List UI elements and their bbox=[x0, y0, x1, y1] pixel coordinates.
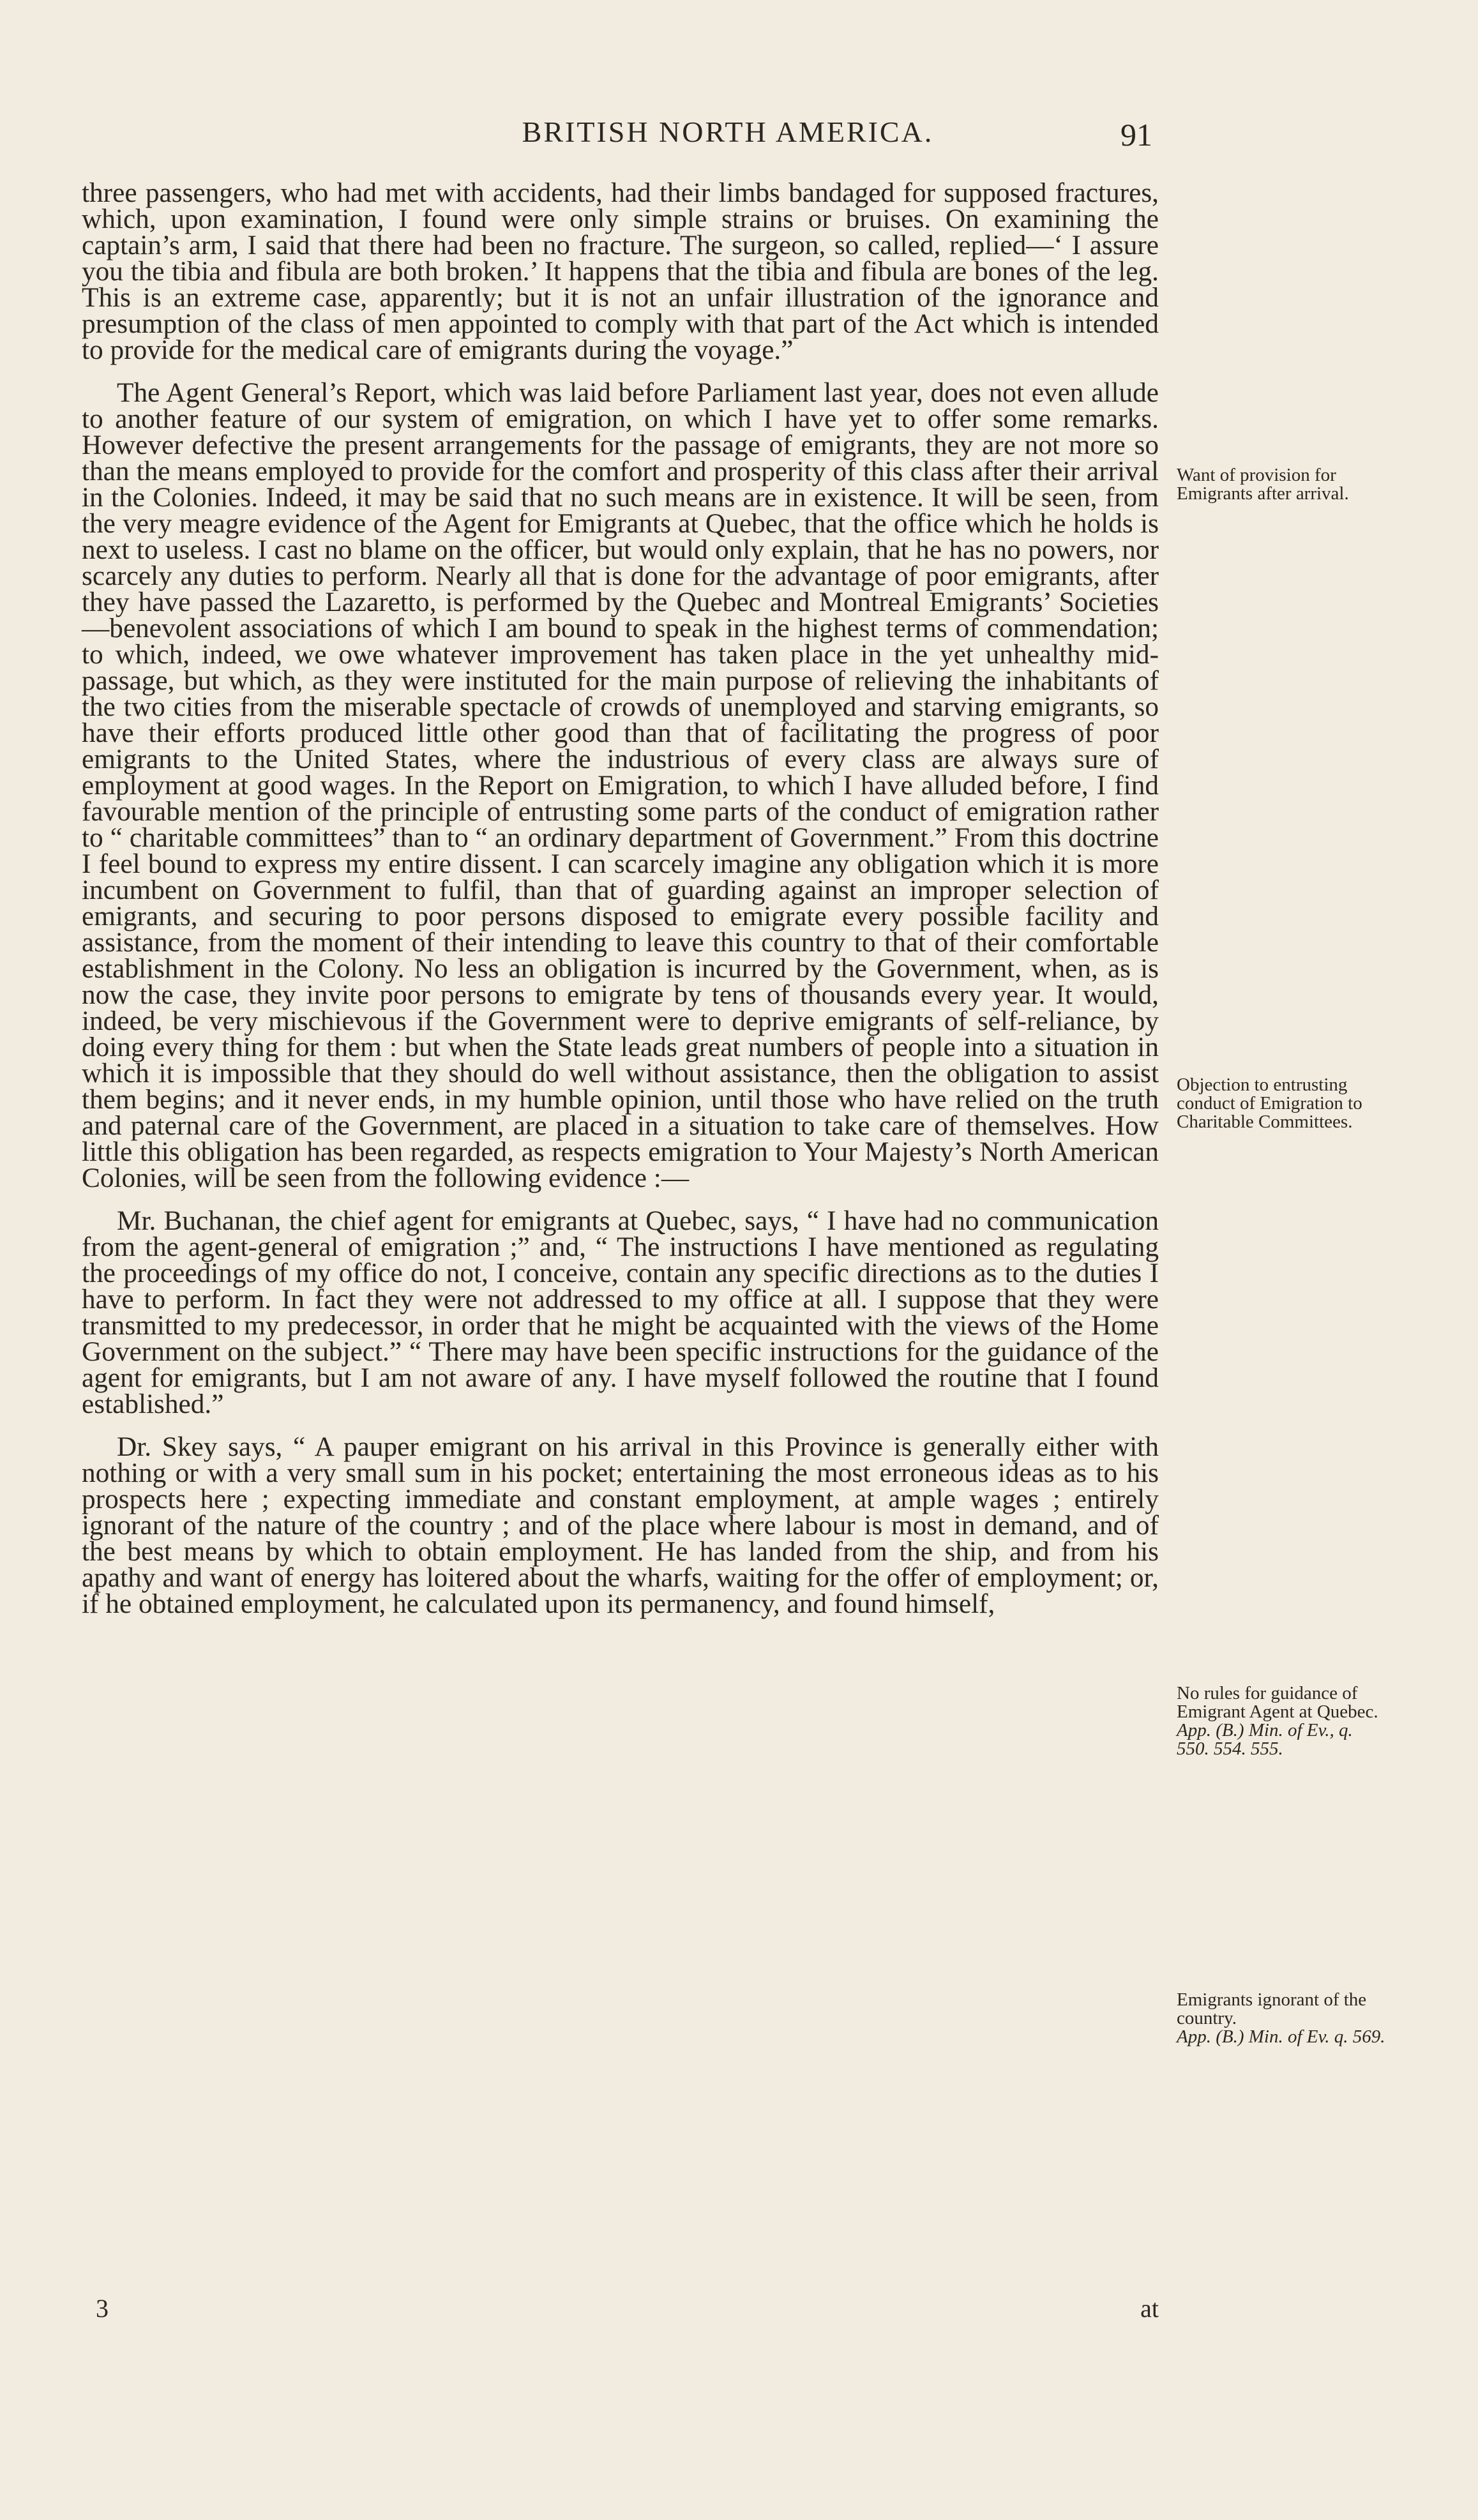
paragraph-3: Mr. Buchanan, the chief agent for emigrants at Quebec, says, “ I have had no communication from the agent-general of emigration ;” and, “ The instructions I have mentioned as regulating the proceedings of my office do not, I conceive, contain any specific directions as to the duties I have to perform. In fact they were not addressed to my office at all. I suppose that they were transmitted to my predecessor, in order that he might be acquainted with the views of the Home Government on the subject.” “ There may have been specific instructions for the guidance of the agent for emigrants, but I am not aware of any. I have myself followed the routine that I found established.” bbox=[82, 1205, 1159, 1419]
paragraph-1: three passengers, who had met with accidents, had their limbs bandaged for supposed fractures, which, upon examination, I found were only simple strains or bruises. On examining the captain’s arm, I said that there had been no fracture. The surgeon, so called, replied—‘ I assure you the tibia and fibula are both broken.’ It happens that the tibia and fibula are bones of the leg. This is an extreme case, apparently; but it is not an unfair illustration of the ignorance and presumption of the class of men appointed to comply with that part of the Act which is intended to provide for the medical care of emigrants during the voyage.” bbox=[82, 177, 1159, 365]
side-note-text: Want of provision for Emigrants after arrival. bbox=[1177, 465, 1349, 504]
side-note-reference: App. (B.) Min. of Ev. q. 569. bbox=[1177, 2026, 1385, 2047]
paragraph-4: Dr. Skey says, “ A pauper emigrant on his arrival in this Province is generally either with nothing or with a very small sum in his pocket; entertaining the most erroneous ideas as to his prospects here ; expecting immediate and constant employment, at ample wages ; entirely ignorant of the nature of the country ; and of the place where labour is most in demand, and of the best means by which to obtain employment. He has landed from the ship, and from his apathy and want of energy has loitered about the wharfs, waiting for the offer of employment; or, if he obtained employment, he calculated upon its permanency, and found himself, bbox=[82, 1431, 1159, 1619]
side-note-text: Emigrants ignorant of the country. bbox=[1177, 1989, 1367, 2028]
side-note-agent-rules bbox=[1177, 1684, 1387, 1758]
paragraph-2: The Agent General’s Report, which was laid before Parliament last year, does not even allude to another feature of our system of emigration, on which I have yet to offer some remarks. However defective the present arrangements for the passage of emigrants, they are not more so than the means employed to provide for the comfort and prosperity of this class after their arrival in the Colonies. Indeed, it may be said that no such means are in existence. It will be seen, from the very meagre evidence of the Agent for Emigrants at Quebec, that the office which he holds is next to useless. I cast no blame on the officer, but would only explain, that he has no powers, nor scarcely any duties to perform. Nearly all that is done for the advantage of poor emigrants, after they have passed the Lazaretto, is performed by the Quebec and Montreal Emigrants’ Societies—benevolent associations of which I am bound to speak in the highest terms of commendation; to which, indeed, we owe whatever improvement has taken place in the yet unhealthy mid-passage, but which, as they were instituted for the main purpose of relieving the inhabitants of the two cities from the miserable spectacle of crowds of unemployed and starving emigrants, so have their efforts produced little other good than that of facilitating the progress of poor emigrants to the United States, where the industrious of every class are always sure of employment at good wages. In the Report on Emigration, to which I have alluded before, I find favourable mention of the principle of entrusting some parts of the conduct of emigration rather to “ charitable committees” than to “ an ordinary department of Government.” From this doctrine I feel bound to express my entire dissent. I can scarcely imagine any obligation which it is more incumbent on Government to fulfil, than that of guarding against an improper selection of emigrants, and securing to poor persons disposed to emigrate every possible facility and assistance, from the moment of their intending to leave this country to that of their comfortable establishment in the Colony. No less an obligation is incurred by the Government, when, as is now the case, they invite poor persons to emigrate by tens of thousands every year. It would, indeed, be very mischievous if the Government were to deprive emigrants of self-reliance, by doing every thing for them : but when the State leads great numbers of people into a situation in which it is impossible that they should do well without assistance, then the obligation to assist them begins; and it never ends, in my humble opinion, until those who have relied on the truth and paternal care of the Government, are placed in a situation to take care of themselves. How little this obligation has been regarded, as respects emigration to Your Majesty’s North American Colonies, will be seen from the following evidence :— bbox=[82, 377, 1159, 1193]
side-note-text: No rules for guidance of Emigrant Agent at Quebec. bbox=[1177, 1683, 1378, 1722]
signature-mark: 3 bbox=[96, 2294, 109, 2323]
side-note-text: Objection to entrusting conduct of Emigration to Charitable Committees. bbox=[1177, 1075, 1362, 1132]
side-note-emigrants-ignorant bbox=[1177, 1991, 1387, 2046]
catchword: at bbox=[1140, 2294, 1159, 2323]
side-note-charitable-committees bbox=[1177, 1076, 1387, 1131]
running-header-title: BRITISH NORTH AMERICA. bbox=[522, 116, 934, 148]
side-note-provision bbox=[1177, 466, 1387, 503]
side-note-reference: App. (B.) Min. of Ev., q. 550. 554. 555. bbox=[1177, 1720, 1353, 1759]
body-text bbox=[82, 177, 1159, 1634]
page-number: 91 bbox=[1120, 117, 1152, 153]
